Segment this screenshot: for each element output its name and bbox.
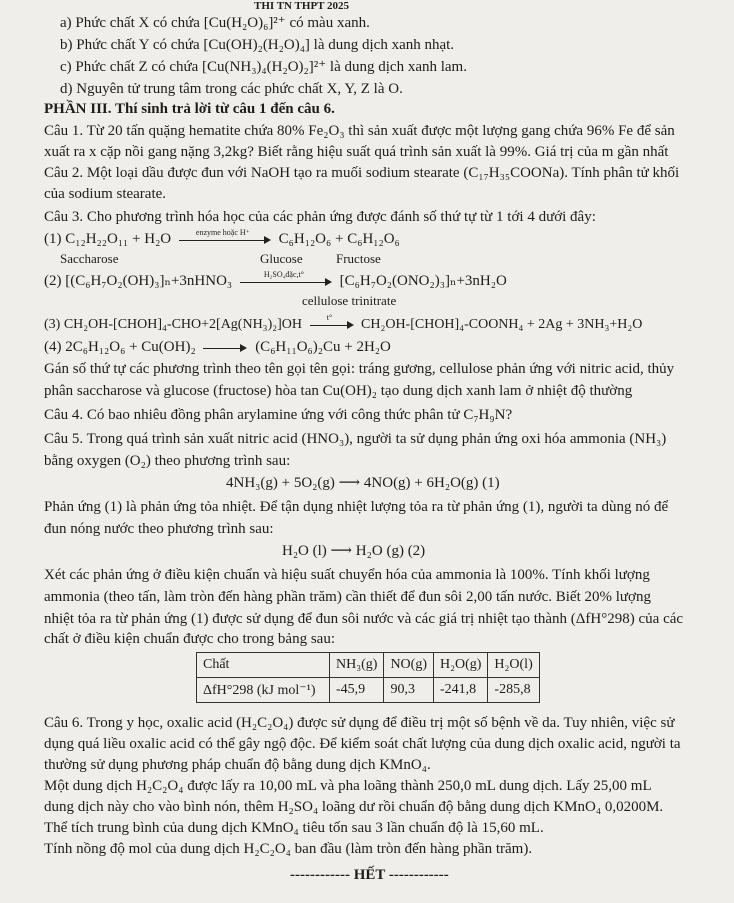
table-row [197, 678, 540, 703]
table-header-cell: Chất [197, 653, 330, 678]
option-a: a) Phức chất X có chứa [Cu(H₂O)₆]²⁺ có màu xanh. [60, 15, 370, 31]
q6-line-1: Câu 6. Trong y học, oxalic acid (H₂C₂O₄) được sử dụng để điều trị một số bệnh về da. Tuy nhiên, việc sử [44, 715, 675, 731]
q5-b-line-1: Phản ứng (1) là phản ứng tỏa nhiệt. Để tận dụng nhiệt lượng tỏa ra từ phản ứng (1), người ta dùng nó để [44, 499, 669, 515]
table-cell: 90,3 [384, 678, 434, 703]
reaction-1-arrow [179, 227, 271, 246]
table-header-cell: NH₃(g) [330, 653, 384, 678]
reaction-2-left: (2) [(C₆H₇O₂(OH)₃]ₙ+3nHNO₃ [44, 273, 233, 289]
q4: Câu 4. Có bao nhiêu đồng phân arylamine ứng với công thức phân tử C₇H₉N? [44, 407, 513, 423]
reaction-1-condition: enzyme hoặc H⁺ [195, 227, 250, 237]
reaction-2 [44, 269, 507, 290]
reaction-1-right: C₆H₁₂O₆ + C₆H₁₂O₆ [278, 231, 400, 247]
label-fructose: Fructose [336, 251, 381, 266]
reaction-2-condition: H₂SO₄đặc,t° [263, 269, 304, 279]
table-cell: -241,8 [433, 678, 487, 703]
table-header-cell: H₂O(l) [488, 653, 539, 678]
reaction-1-left: (1) C₁₂H₂₂O₁₁ + H₂O [44, 231, 172, 247]
reaction-4-right: (C₆H₁₁O₆)₂Cu + 2H₂O [255, 339, 391, 355]
q5-c-line-1: Xét các phản ứng ở điều kiện chuẩn và hiệu suất chuyển hóa của ammonia là 100%. Tính khối lượng [44, 567, 650, 583]
q6-line-6: Thể tích trung bình của dung dịch KMnO₄ tiêu tốn sau 3 lần chuẩn độ là 15,60 mL. [44, 820, 544, 836]
q2-line-2: của sodium stearate. [44, 186, 167, 202]
q6-line-3: thường sử dụng phương pháp chuẩn độ bằng dung dịch KMnO₄. [44, 757, 431, 773]
q5-c-line-2: ammonia (theo tấn, làm tròn đến hàng phần trăm) cần thiết để đun sôi 2,00 tấn nước. Biết 20% lượng [44, 589, 651, 605]
table-header-cell: NO(g) [384, 653, 434, 678]
reaction-3 [44, 312, 643, 334]
q5-line-1: Câu 5. Trong quá trình sản xuất nitric acid (HNO₃), người ta sử dụng phản ứng oxi hóa ammonia (NH₃) [44, 431, 667, 447]
section-title: PHẦN III. Thí sinh trả lời từ câu 1 đến câu 6. [44, 101, 335, 117]
reaction-4-arrow [203, 342, 247, 354]
table-cell: ΔfH°298 (kJ mol⁻¹) [197, 678, 330, 703]
reaction-2-arrow [240, 269, 332, 288]
q2-line-1: Câu 2. Một loại dầu được đun với NaOH tạo ra muối sodium stearate (C₁₇H₃₅COONa). Tính phân tử khối [44, 165, 680, 181]
q1-line-2: xuất ra x cặp nồi gang nặng 3,2kg? Biết rằng hiệu suất quá trình sản xuất là 99%. Giá trị của m gần nhất [44, 144, 669, 160]
option-d: d) Nguyên tử trung tâm trong các phức chất X, Y, Z là O. [60, 81, 403, 97]
reaction-2-right: [C₆H₇O₂(ONO₂)₃]ₙ+3nH₂O [339, 273, 507, 289]
q1-line-1: Câu 1. Từ 20 tấn quặng hematite chứa 80% Fe₂O₃ thì sản xuất được một lượng gang chứa 96% Fe để sản [44, 123, 675, 139]
q3-text-1: Gán số thứ tự các phương trình theo tên gọi tên gọi: tráng gương, cellulose phản ứng với nitric acid, thủy [44, 361, 675, 377]
label-saccharose: Saccharose [60, 251, 119, 266]
reaction-1 [44, 227, 400, 248]
label-cellulose-trinitrate: cellulose trinitrate [302, 293, 397, 308]
equation-2: H₂O (l) ⟶ H₂O (g) (2) [282, 543, 426, 559]
q3-intro: Câu 3. Cho phương trình hóa học của các phản ứng được đánh số thứ tự từ 1 tới 4 dưới đây: [44, 209, 596, 225]
equation-1: 4NH₃(g) + 5O₂(g) ⟶ 4NO(g) + 6H₂O(g) (1) [226, 475, 500, 491]
option-c: c) Phức chất Z có chứa [Cu(NH₃)₄(H₂O)₂]²⁺ là dung dịch xanh lam. [60, 59, 467, 75]
q6-line-5: dung dịch này cho vào bình nón, thêm H₂SO₄ loãng dư rồi chuẩn độ bằng dung dịch KMnO₄ 0,0200M. [44, 799, 664, 815]
q5-b-line-2: đun nóng nước theo phương trình sau: [44, 521, 274, 537]
reaction-4 [44, 338, 391, 356]
q5-c-line-3: nhiệt tỏa ra từ phản ứng (1) được sử dụng để đun sôi nước và các giá trị nhiệt tạo thành (ΔfH°298) của các [44, 611, 684, 627]
end-marker: ------------ HẾT ------------ [290, 867, 449, 883]
table-cell: -45,9 [330, 678, 384, 703]
table-header-cell: H₂O(g) [433, 653, 487, 678]
reaction-3-condition: t° [326, 312, 333, 322]
label-glucose: Glucose [260, 251, 303, 266]
q6-line-4: Một dung dịch H₂C₂O₄ được lấy ra 10,00 mL và pha loãng thành 250,0 mL dung dịch. Lấy 25,00 mL [44, 778, 652, 794]
q5-c-line-4: chất ở điều kiện chuẩn được cho trong bảng sau: [44, 631, 335, 647]
option-b: b) Phức chất Y có chứa [Cu(OH)₂(H₂O)₄] là dung dịch xanh nhạt. [60, 37, 455, 53]
q6-line-7: Tính nồng độ mol của dung dịch H₂C₂O₄ ban đầu (làm tròn đến hàng phần trăm). [44, 841, 533, 857]
q5-line-2: bằng oxygen (O₂) theo phương trình sau: [44, 453, 291, 469]
reaction-3-arrow [310, 312, 354, 331]
reaction-3-right: CH₂OH-[CHOH]₄-COONH₄ + 2Ag + 3NH₃+H₂O [361, 317, 643, 332]
q6-line-2: dụng quá liều oxalic acid có thể gây ngộ độc. Để kiểm soát chất lượng của dung dịch oxalic acid, người ta [44, 736, 681, 752]
table-cell: -285,8 [488, 678, 539, 703]
q3-text-2: phân saccharose và glucose (fructose) hòa tan Cu(OH)₂ tạo dung dịch xanh lam ở nhiệt độ thường [44, 383, 633, 399]
reaction-3-left: (3) CH₂OH-[CHOH]₄-CHO+2[Ag(NH₃)₂]OH [44, 317, 302, 332]
header-tag: THI TN THPT 2025 [254, 0, 350, 12]
reaction-4-left: (4) 2C₆H₁₂O₆ + Cu(OH)₂ [44, 339, 196, 355]
table-header-row [197, 653, 540, 678]
enthalpy-table [196, 652, 540, 703]
